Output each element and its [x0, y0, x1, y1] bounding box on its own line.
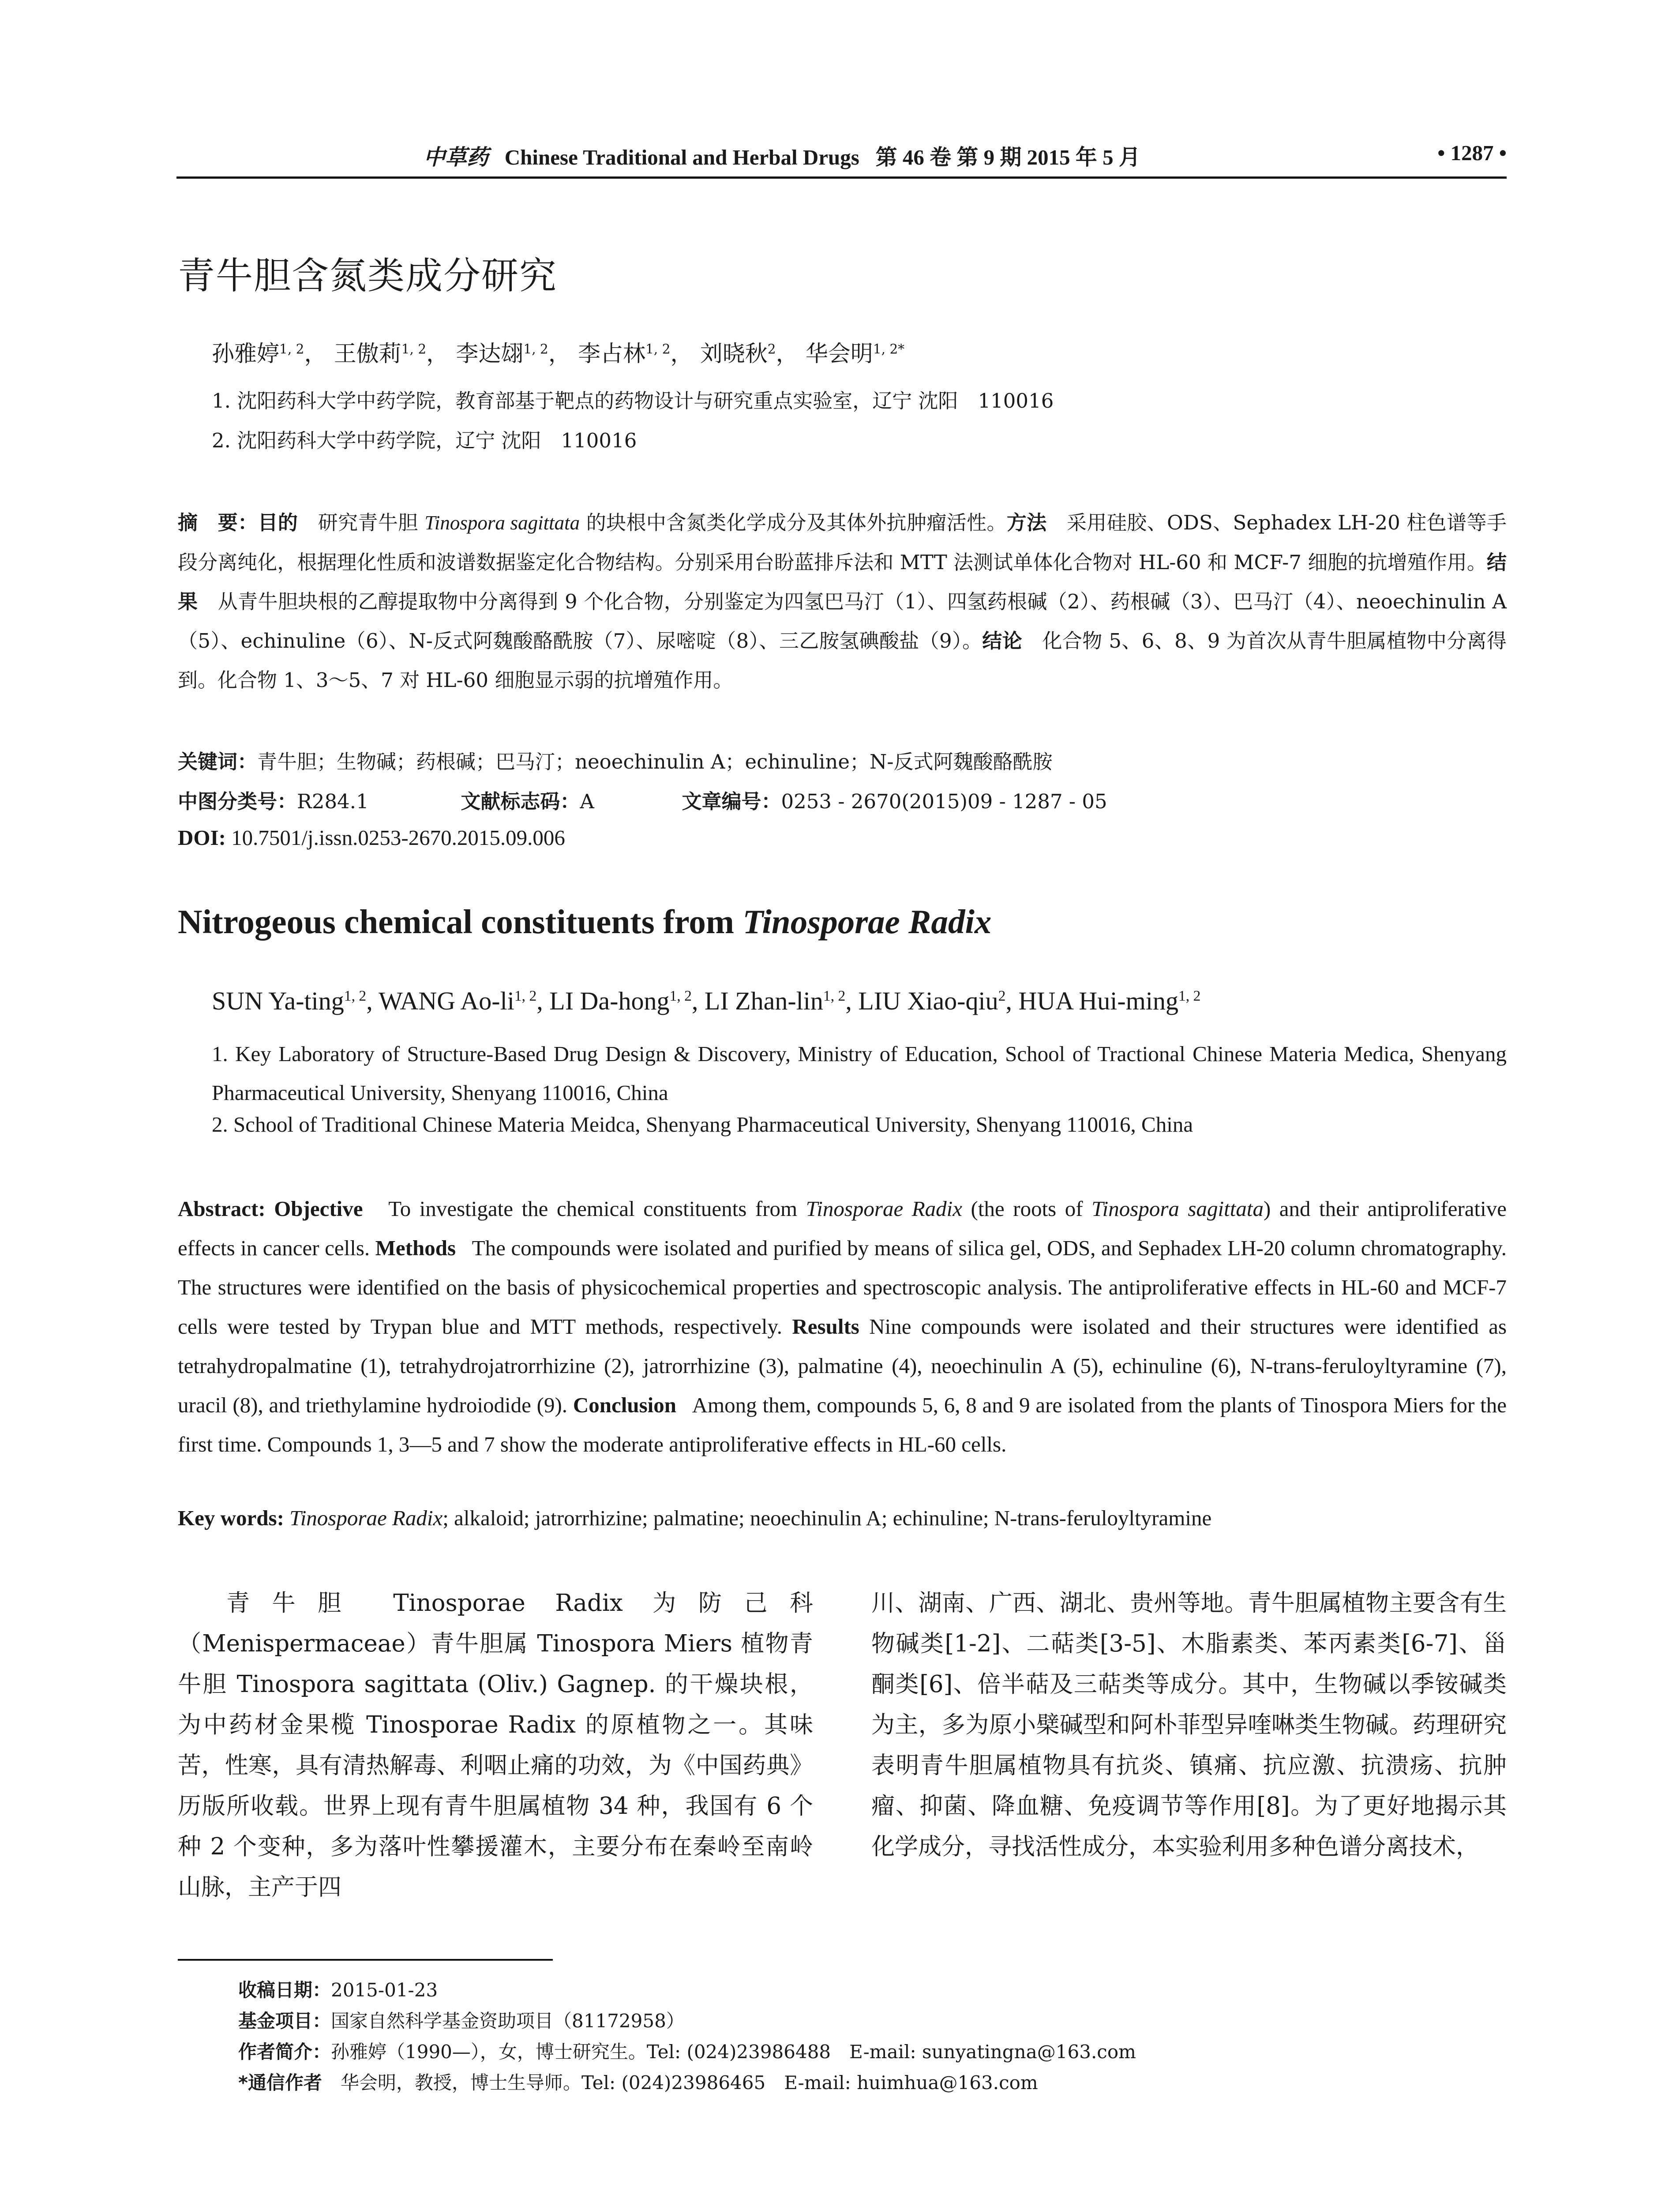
en-objective-mid: (the roots of [962, 1197, 1092, 1221]
articleno-label: 文章编号： [682, 790, 781, 813]
issue-prefix: 第 [875, 145, 897, 169]
header-rule [176, 176, 1507, 179]
footnote-funding [238, 2007, 685, 2033]
cn-objective-tail: 的块根中含氮类化学成分及其体外抗肿瘤活性。 [580, 511, 1007, 534]
en-author: HUA Hui-ming [1018, 987, 1178, 1015]
cn-author-aff: 1, 2 [401, 341, 427, 357]
cn-classification-row [178, 785, 1107, 814]
en-objective-tail: ) and their antiproliferative effects in cancer cells. [178, 1197, 1507, 1260]
doi-label: DOI: [178, 825, 226, 850]
year-word: 年 [1075, 145, 1097, 169]
cn-author-aff: 1, 2* [873, 341, 905, 357]
cn-objective-species: Tinospora sagittata [424, 512, 580, 534]
en-author-list: SUN Ya-ting$^{1, 2}$, WANG Ao-li$^{1, 2}$, LI Da-hong$^{1, 2}$, LI Zhan-lin$^{1, 2}$, LIU Xiao-qiu$^2$, HUA Hui-ming$^{1, 2}$ [212, 987, 1201, 1015]
en-abstract [178, 1189, 1507, 1464]
footnote-label: 作者简介： [238, 2041, 331, 2063]
en-author: LI Da-hong [549, 987, 670, 1015]
cn-author: 华会明 [805, 341, 873, 367]
cn-methods-label: 方法 [1006, 511, 1047, 534]
journal-name-en: Chinese Traditional and Herbal Drugs [504, 145, 859, 169]
issue: 9 [983, 145, 995, 169]
doi-line [178, 825, 565, 850]
en-objective-species-2: Tinospora sagittata [1091, 1197, 1264, 1221]
cn-conclusion-text: 化合物 5、6、8、9 为首次从青牛胆属植物中分离得到。化合物 1、3～5、7 对 HL-60 细胞显示弱的抗增殖作用。 [178, 629, 1507, 692]
en-keywords-species: Tinosporae Radix [289, 1506, 443, 1530]
page-number: • 1287 • [1437, 141, 1507, 165]
journal-header-text [424, 140, 1140, 171]
year: 2015 [1027, 145, 1070, 169]
cn-affiliation-2: 2. 沈阳药科大学中药学院，辽宁 沈阳 110016 [212, 429, 637, 452]
en-methods-label: Methods [375, 1236, 456, 1260]
cn-keywords [178, 746, 1053, 774]
en-results-label: Results [792, 1314, 859, 1339]
en-results-text: Nine compounds were isolated and their structures were identified as tetrahydropalmatine (1), tetrahydrojatrorrhizine (2), jatrorrhizine (3), palmatine (4), neoechinulin A (5), echinuline (6), N-trans-feruloyltyramine (7), uracil (8), and triethylamine hydroiodide (9). [178, 1314, 1507, 1417]
cn-methods-text: 采用硅胶、ODS、Sephadex LH-20 柱色谱等手段分离纯化，根据理化性质和波谱数据鉴定化合物结构。分别采用台盼蓝排斥法和 MTT 法测试单体化合物对 HL-60 和 MCF-7 细胞的抗增殖作用。 [178, 511, 1507, 574]
en-abstract-label: Abstract: [178, 1197, 266, 1221]
cn-author: 刘晓秋 [700, 341, 768, 367]
cn-keywords-text: 青牛胆；生物碱；药根碱；巴马汀；neoechinulin A；echinuline；N-反式阿魏酸酪酰胺 [257, 750, 1053, 773]
cn-results-text: 从青牛胆块根的乙醇提取物中分离得到 9 个化合物，分别鉴定为四氢巴马汀（1）、四氢药根碱（2）、药根碱（3）、巴马汀（4）、neoechinulin A（5）、echinuline（6）、N-反式阿魏酸酪酰胺（7）、尿嘧啶（8）、三乙胺氢碘酸盐（9）。 [178, 590, 1507, 653]
cn-author-aff: 1, 2 [279, 341, 304, 357]
footnote-corresponding [238, 2068, 1038, 2095]
en-author-aff: 2 [998, 987, 1006, 1004]
vol-word: 卷 第 [930, 145, 979, 169]
en-objective-text: To investigate the chemical constituents from [388, 1197, 806, 1221]
cn-author: 李达翃 [456, 341, 524, 367]
body-column-right: 川、湖南、广西、湖北、贵州等地。青牛胆属植物主要含有生物碱类[1-2]、二萜类[3-5]、木脂素类、苯丙素类[6-7]、甾酮类[6]、倍半萜及三萜类等成分。其中，生物碱以季铵碱类为主，多为原小檗碱型和阿朴菲型异喹啉类生物碱。药理研究表明青牛胆属植物具有抗炎、镇痛、抗应激、抗溃疡、抗肿瘤、抑菌、降血糖、免疫调节等作用[8]。为了更好地揭示其化学成分，寻找活性成分，本实验利用多种色谱分离技术， [871, 1590, 1507, 1860]
en-conclusion-text: Among them, compounds 5, 6, 8 and 9 are isolated from the plants of Tinospora Miers for the first time. Compounds 1, 3—5 and 7 show the moderate antiproliferative effects in HL-60 cells. [178, 1393, 1507, 1456]
en-title-species: Tinosporae Radix [742, 903, 992, 941]
en-methods-text: The compounds were isolated and purified by means of silica gel, ODS, and Sephadex LH-20 column chromatography. The structures were identified on the basis of physicochemical properties and spectroscopic analysis. The antiproliferative effects in HL-60 and MCF-7 cells were tested by Trypan blue and MTT methods, respectively. [178, 1236, 1507, 1339]
footnote-label: 基金项目： [238, 2010, 331, 2032]
journal-logo-cn: 中草药 [424, 145, 489, 170]
en-author: LIU Xiao-qiu [858, 987, 998, 1015]
en-keywords-label: Key words: [178, 1506, 284, 1530]
en-title [178, 902, 991, 942]
cn-author-aff: 1, 2 [645, 341, 671, 357]
cn-author-aff: 1, 2 [523, 341, 548, 357]
doi-value: 10.7501/j.issn.0253-2670.2015.09.006 [231, 825, 565, 850]
running-header [176, 140, 1507, 180]
cn-author-aff: 2 [767, 341, 776, 357]
doccode-value: A [580, 790, 594, 813]
en-affiliation-2: 2. School of Traditional Chinese Materia Meidca, Shenyang Pharmaceutical University, Shenyang 110016, China [212, 1112, 1193, 1137]
en-author: SUN Ya-ting [212, 987, 344, 1015]
en-objective-species-1: Tinosporae Radix [806, 1197, 963, 1221]
doccode-label: 文献标志码： [461, 790, 580, 813]
footnote-rule [178, 1959, 553, 1961]
cn-results-label: 结果 [178, 551, 1507, 613]
footnote-label: 收稿日期： [238, 1979, 331, 2001]
en-conclusion-label: Conclusion [573, 1393, 677, 1417]
cn-title: 青牛胆含氮类成分研究 [178, 254, 558, 297]
month: 5 [1102, 145, 1114, 169]
en-author: LI Zhan-lin [704, 987, 823, 1015]
cn-author: 孙雅婷 [212, 341, 280, 367]
cn-keywords-label: 关键词： [178, 750, 258, 773]
en-author-aff: 1, 2 [344, 987, 367, 1004]
issue-word: 期 [1000, 145, 1022, 169]
footnote-text: 孙雅婷（1990—），女，博士研究生。Tel: (024)23986488 E-mail: sunyatingna@163.com [331, 2041, 1136, 2063]
cn-objective-label: 目的 [258, 511, 298, 534]
en-author-aff: 1, 2 [514, 987, 537, 1004]
cn-objective-text: 研究青牛胆 [318, 511, 425, 534]
articleno-value: 0253 - 2670(2015)09 - 1287 - 05 [781, 790, 1107, 813]
footnote-author-bio [238, 2037, 1136, 2064]
cn-abstract [178, 503, 1507, 700]
en-author-aff: 1, 2 [823, 987, 846, 1004]
cn-conclusion-label: 结论 [982, 629, 1023, 653]
clc-value: R284.1 [297, 790, 369, 813]
en-author: WANG Ao-li [379, 987, 514, 1015]
month-word: 月 [1118, 145, 1140, 169]
en-title-main: Nitrogeous chemical constituents from [178, 903, 743, 941]
clc-label: 中图分类号： [178, 790, 297, 813]
en-keywords-text: ; alkaloid; jatrorrhizine; palmatine; neoechinulin A; echinuline; N-trans-feruloyltyramine [442, 1506, 1212, 1530]
cn-abstract-label: 摘 要： [178, 511, 258, 534]
cn-author: 李占林 [578, 341, 646, 367]
en-author-aff: 1, 2 [1178, 987, 1201, 1004]
cn-author: 王傲莉 [334, 341, 401, 367]
en-keywords [178, 1505, 1507, 1531]
en-author-aff: 1, 2 [669, 987, 692, 1004]
footnote-text: 华会明，教授，博士生导师。Tel: (024)23986465 E-mail: huimhua@163.com [322, 2072, 1038, 2093]
en-objective-label: Objective [274, 1197, 363, 1221]
footnote-text: 2015-01-23 [331, 1979, 438, 2001]
body-column-left: 青牛胆 Tinosporae Radix 为防己科（Menispermaceae）青牛胆属 Tinospora Miers 植物青牛胆 Tinospora sagittata (Oliv.) Gagnep. 的干燥块根，为中药材金果榄 Tinosporae Radix 的原植物之一。其味苦，性寒，具有清热解毒、利咽止痛的功效，为《中国药典》历版所收载。世界上现有青牛胆属植物 34 种，我国有 6 个种 2 个变种，多为落叶性攀援灌木，主要分布在秦岭至南岭山脉，主产于四 [178, 1590, 813, 1901]
footnote-received [238, 1976, 438, 2002]
cn-affiliation-1: 1. 沈阳药科大学中药学院，教育部基于靶点的药物设计与研究重点实验室，辽宁 沈阳 110016 [212, 389, 1054, 413]
footnote-text: 国家自然科学基金资助项目（81172958） [331, 2010, 685, 2032]
volume: 46 [902, 145, 924, 169]
cn-author-list: 孙雅婷$^{1, 2}$， 王傲莉$^{1, 2}$， 李达翃$^{1, 2}$， 李占林$^{1, 2}$， 刘晓秋$^2$， 华会明$^{1, 2*}$ [212, 341, 905, 367]
footnote-label: *通信作者 [238, 2072, 322, 2093]
en-affiliation-1: 1. Key Laboratory of Structure-Based Drug Design & Discovery, Ministry of Education, School of Tractional Chinese Materia Medica, Shenyang Pharmaceutical University, Shenyang 110016, China [212, 1042, 1507, 1105]
